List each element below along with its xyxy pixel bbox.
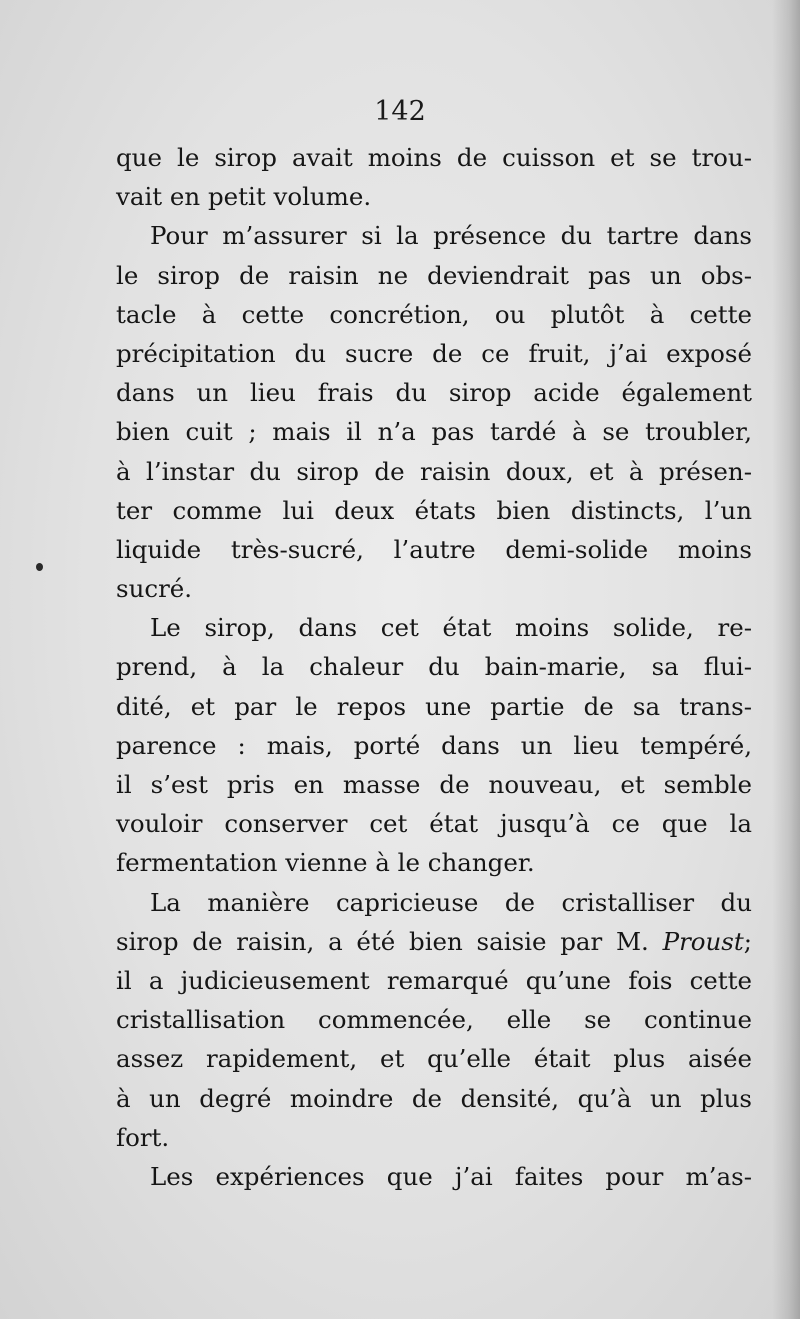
- text-line: Le sirop, dans cet état moins solide, re-: [150, 613, 752, 643]
- page-edge-shadow: [772, 0, 800, 1319]
- text-line: sirop de raisin, a été bien saisie par M. Proust;: [116, 926, 752, 956]
- text-line: précipitation du sucre de ce fruit, j’ai exposé: [116, 338, 752, 368]
- text-line: tacle à cette concrétion, ou plutôt à cette: [116, 299, 752, 329]
- text-line: prend, à la chaleur du bain-marie, sa flui-: [116, 652, 752, 682]
- text-line: à l’instar du sirop de raisin doux, et à présen-: [116, 456, 752, 486]
- text-line: dans un lieu frais du sirop acide également: [116, 378, 752, 408]
- text-line: vait en petit volume.: [116, 182, 372, 212]
- text-line: cristallisation commencée, elle se continue: [116, 1005, 752, 1035]
- text-line: assez rapidement, et qu’elle était plus aisée: [116, 1044, 752, 1074]
- text-line: vouloir conserver cet état jusqu’à ce que la: [116, 809, 752, 839]
- text-line: que le sirop avait moins de cuisson et se trou-: [116, 143, 752, 172]
- page-number: 142: [374, 96, 426, 127]
- text-line: bien cuit ; mais il n’a pas tardé à se troubler,: [116, 417, 752, 447]
- text-line: à un degré moindre de densité, qu’à un plus: [116, 1083, 752, 1113]
- text-line: liquide très-sucré, l’autre demi-solide moins: [116, 534, 752, 564]
- text-line: le sirop de raisin ne deviendrait pas un obs-: [116, 260, 752, 290]
- text-line: ter comme lui deux états bien distincts, l’un: [116, 495, 752, 525]
- text-line: il s’est pris en masse de nouveau, et semble: [116, 770, 752, 799]
- text-line: Les expériences que j’ai faites pour m’as-: [150, 1161, 752, 1191]
- text-line: Pour m’assurer si la présence du tartre dans: [150, 221, 752, 251]
- text-line: La manière capricieuse de cristalliser du: [150, 887, 752, 917]
- body-text: [116, 138, 752, 1196]
- ink-speck: [36, 563, 43, 571]
- text-line: dité, et par le repos une partie de sa trans-: [116, 691, 752, 721]
- text-line: parence : mais, porté dans un lieu tempéré,: [116, 730, 752, 760]
- text-line: sucré.: [116, 574, 193, 604]
- text-line: fermentation vienne à le changer.: [116, 848, 535, 878]
- text-line: il a judicieusement remarqué qu’une fois cette: [116, 965, 752, 995]
- text-line: fort.: [116, 1122, 170, 1152]
